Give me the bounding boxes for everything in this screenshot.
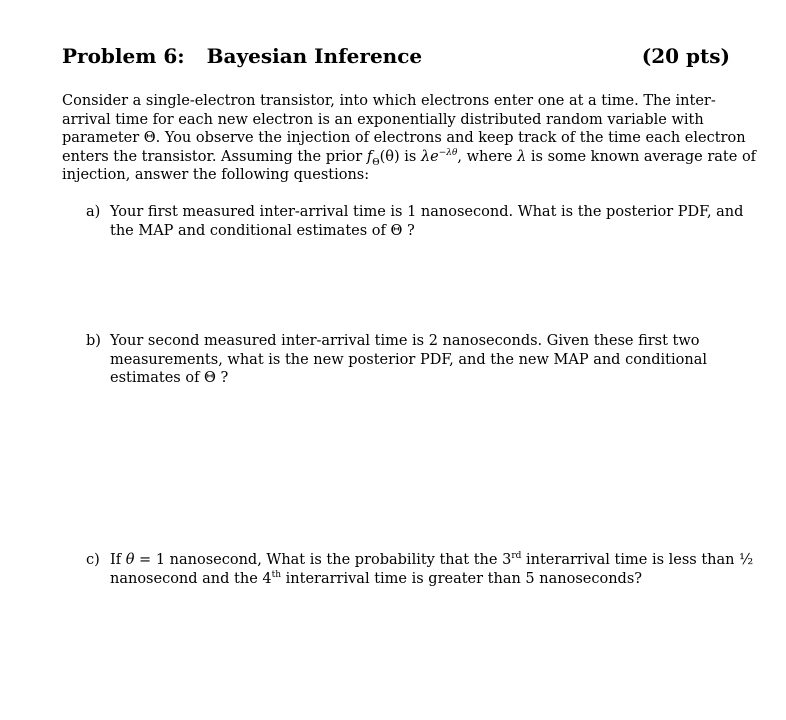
prior-symbol: f bbox=[366, 148, 373, 165]
prior-subscript: Θ bbox=[372, 157, 380, 168]
prior-exponent: −λθ bbox=[438, 147, 458, 158]
ordinal-rd: rd bbox=[511, 551, 522, 562]
problem-title bbox=[62, 44, 422, 68]
question-label: a) bbox=[86, 204, 101, 220]
prior-argument: (θ) bbox=[379, 148, 400, 165]
intro-is: is bbox=[399, 148, 421, 165]
ordinal-th: th bbox=[271, 569, 282, 580]
question-text: Your second measured inter-arrival time is 2 nanoseconds. Given these first two measurements, what is the new posterior PDF, and the new MAP and conditional estimates of Θ ? bbox=[110, 333, 707, 386]
problem-points: (20 pts) bbox=[641, 44, 730, 68]
problem-title-text: Bayesian Inference bbox=[206, 44, 423, 68]
intro-text-3: is some known average rate of injection, answer the following questions: bbox=[62, 148, 757, 183]
question-text: If θ = 1 nanosecond, What is the probability that the 3rd interarrival time is less than ½ nanosecond and the 4th interarrival time is greater than 5 nanoseconds? bbox=[110, 551, 754, 587]
intro-text-2: , where bbox=[457, 148, 518, 165]
question-label: b) bbox=[86, 333, 101, 349]
theta-symbol: θ bbox=[125, 552, 135, 568]
problem-header bbox=[62, 44, 730, 68]
question-c bbox=[86, 551, 756, 588]
question-a bbox=[86, 203, 756, 240]
lambda-symbol: λ bbox=[517, 148, 527, 165]
intro-text-1: Consider a single-electron transistor, into which electrons enter one at a time. The inter-arrival time for each new electron is an exponentially distributed random variable with parameter Θ. You observe the injection of electrons and keep track of the time each electron enters the transistor. Assuming the prior bbox=[62, 93, 746, 165]
problem-number: Problem 6: bbox=[62, 44, 185, 68]
question-text: Your first measured inter-arrival time is 1 nanosecond. What is the posterior PDF, and the MAP and conditional estimates of Θ ? bbox=[110, 204, 744, 239]
question-b bbox=[86, 332, 756, 388]
intro-paragraph bbox=[62, 92, 762, 185]
question-label: c) bbox=[86, 552, 100, 568]
prior-formula: λe bbox=[420, 148, 439, 165]
